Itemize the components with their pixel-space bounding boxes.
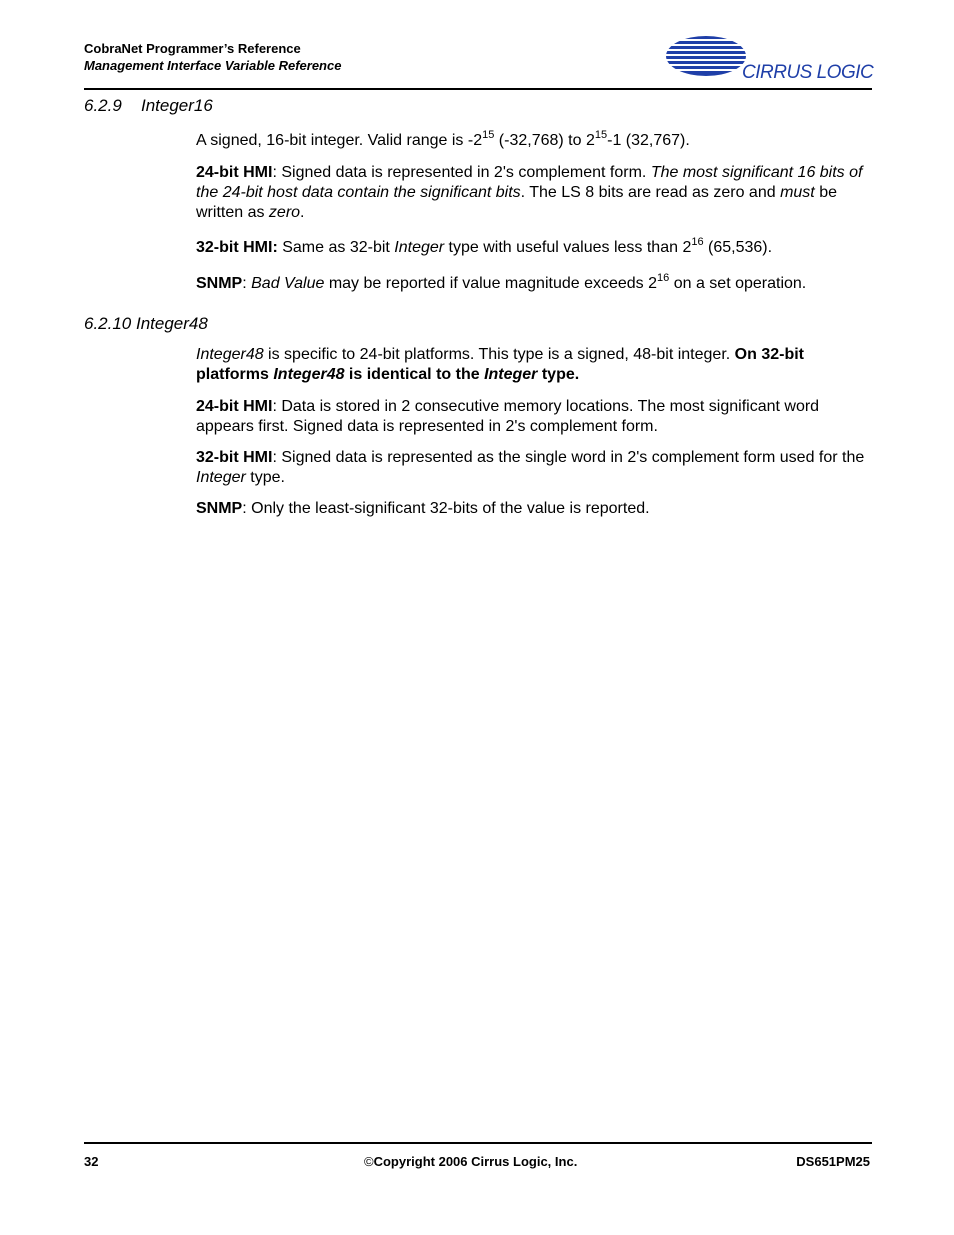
- paragraph-snmp: SNMP: Only the least-significant 32-bits of the value is reported.: [196, 500, 650, 517]
- section-title: Integer48: [136, 314, 208, 333]
- header-rule: [84, 88, 872, 90]
- section-title: Integer16: [141, 96, 213, 115]
- copyright-notice: [364, 1154, 577, 1170]
- logo-wordmark: CIRRUS LOGIC: [742, 62, 874, 82]
- document-section-title: Management Interface Variable Reference: [84, 58, 342, 73]
- copyright-text: Copyright 2006 Cirrus Logic, Inc.: [373, 1154, 578, 1169]
- cirrus-logic-logo: [664, 34, 874, 82]
- paragraph-snmp: SNMP: Bad Value may be reported if value magnitude exceeds $2^{16}$ on a set operation.: [196, 271, 807, 292]
- document-title: CobraNet Programmer’s Reference: [84, 41, 301, 56]
- copyright-symbol: ©: [364, 1154, 374, 1169]
- page-number: 32: [84, 1154, 99, 1169]
- paragraph-32bit-hmi: 32-bit HMI: Signed data is represented as the single word in 2's complement form used for the Integer type.: [196, 449, 865, 486]
- paragraph-integer48-intro: Integer48 is specific to 24-bit platforms. This type is a signed, 48-bit integer. On 32-bit platforms Integer48 is identical to the Integer type.: [196, 346, 804, 383]
- section-heading-integer16: [84, 96, 213, 116]
- paragraph-range: A signed, 16-bit integer. Valid range is $-2^{15}$ (-32,768) to $2^{15}-1$ (32,767).: [196, 128, 690, 149]
- footer-rule: [84, 1142, 872, 1144]
- paragraph-32bit-hmi: 32-bit HMI: Same as 32-bit Integer type with useful values less than $2^{16}$ (65,536).: [196, 235, 773, 256]
- section-number: 6.2.10: [84, 314, 132, 333]
- paragraph-24bit-hmi: 24-bit HMI: Signed data is represented in 2's complement form. The most significant 16 bits of the 24-bit host data contain the significant bits. The LS 8 bits are read as zero and must be written as zero.: [196, 164, 863, 221]
- paragraph-24bit-hmi: 24-bit HMI: Data is stored in 2 consecutive memory locations. The most significant word appears first. Signed data is represented in 2's complement form.: [196, 398, 820, 435]
- section-heading-integer48: [84, 314, 208, 334]
- document-id: DS651PM25: [796, 1154, 870, 1169]
- section-number: 6.2.9: [84, 96, 122, 115]
